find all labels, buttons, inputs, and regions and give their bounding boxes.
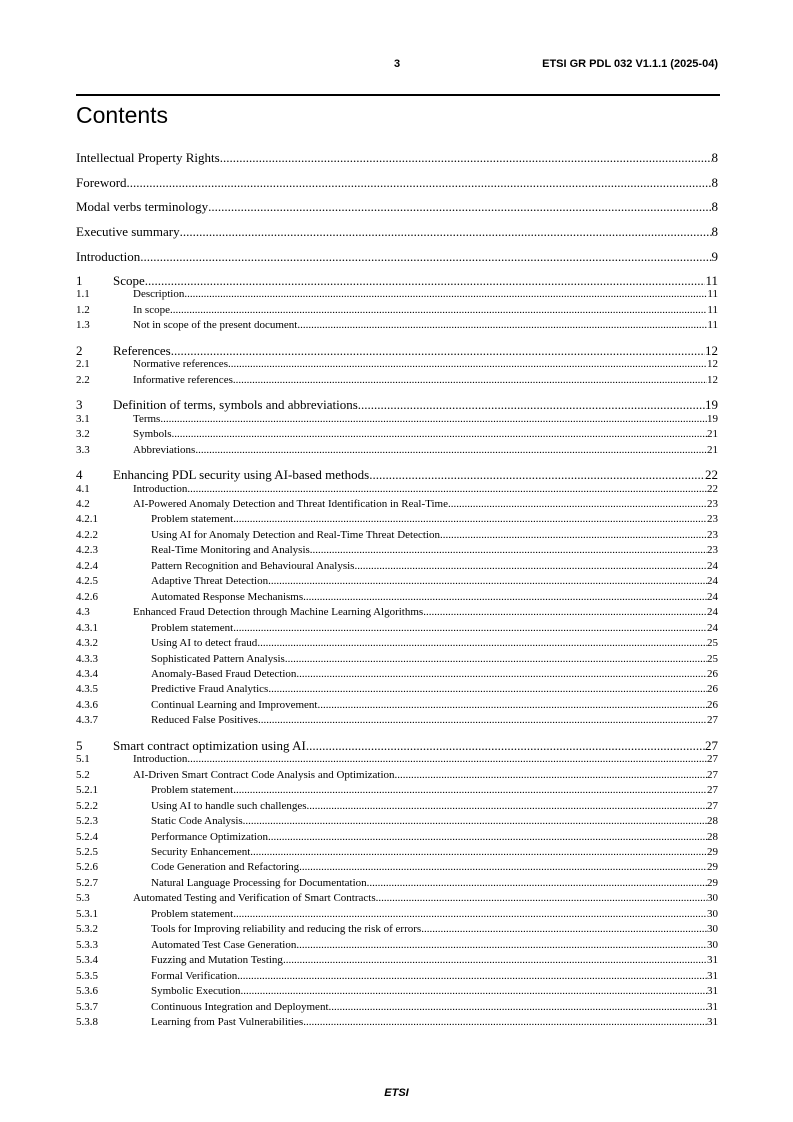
toc-label: Formal Verification [151,969,238,982]
toc-leader-dots [358,397,705,412]
toc-number: 5.2.4 [76,830,98,843]
toc-label: Executive summary [76,224,180,240]
toc-entry[interactable] [76,784,718,797]
toc-number: 1 [76,273,83,288]
toc-entry[interactable] [76,939,718,952]
toc-page-number: 24 [707,590,718,603]
toc-label: In scope [133,303,170,316]
toc-page-number: 21 [707,428,718,441]
toc-label: Fuzzing and Mutation Testing [151,954,283,967]
toc-leader-dots [258,714,707,727]
toc-leader-dots [233,908,707,921]
page-title: Contents [76,102,169,128]
toc-number: 4.2.1 [76,513,98,526]
toc-entry[interactable] [76,343,718,358]
toc-entry[interactable] [76,970,718,983]
toc-entry[interactable] [76,413,718,426]
toc-number: 3.1 [76,412,90,425]
toc-label: Anomaly-Based Fraud Detection [151,668,297,680]
toc-number: 4.2.2 [76,528,98,541]
toc-number: 1.1 [76,288,90,301]
toc-page-number: 28 [707,815,718,828]
toc-leader-dots [296,939,707,952]
toc-page-number: 27 [707,768,718,781]
toc-leader-dots [423,606,707,619]
toc-label: Informative references [133,373,233,386]
toc-entry[interactable] [76,683,718,696]
toc-page-number: 24 [707,559,718,572]
toc-label: Introduction [76,248,141,264]
toc-label: Continual Learning and Improvement [151,698,318,711]
toc-label: Automated Response Mechanisms [151,590,304,603]
toc-number: 5.2.5 [76,846,98,858]
toc-entry[interactable] [76,892,718,905]
toc-leader-dots [421,923,707,936]
toc-entry[interactable] [76,1001,718,1014]
toc-leader-dots [310,544,707,557]
toc-entry[interactable] [76,560,718,573]
toc-page-number: 24 [707,621,718,634]
toc-entry[interactable] [76,861,718,874]
toc-entry[interactable] [76,923,718,936]
toc-entry[interactable] [76,1016,718,1029]
toc-page-number: 31 [707,954,718,967]
toc-label: References [113,342,171,358]
toc-page-number: 19 [705,397,718,413]
toc-leader-dots [243,815,707,828]
toc-page-number: 26 [707,698,718,711]
toc-page-number: 19 [707,412,718,425]
toc-label: Problem statement [151,621,234,634]
toc-label: Continuous Integration and Deployment [151,1000,329,1013]
toc-label: Symbols [133,428,172,441]
toc-entry[interactable] [76,846,718,859]
toc-label: Not in scope of the present document [133,319,298,332]
toc-label: Introduction [133,753,188,766]
toc-leader-dots [237,970,707,983]
toc-entry[interactable] [76,397,718,412]
toc-leader-dots [127,175,712,190]
toc-entry[interactable] [76,622,718,635]
toc-label: Modal verbs terminology [76,199,209,215]
toc-number: 5.2 [76,768,90,781]
toc-page-number: 27 [707,753,718,766]
toc-number: 4.2.4 [76,559,98,572]
toc-label: Definition of terms, symbols and abbreviations [113,397,358,413]
toc-entry[interactable] [76,249,718,264]
toc-label: Description [133,288,185,301]
toc-page-number: 29 [707,876,718,889]
toc-label: Natural Language Processing for Documentation [151,876,367,889]
toc-label: Abbreviations [133,443,196,456]
toc-entry[interactable] [76,653,718,666]
toc-page-number: 28 [707,830,718,843]
toc-entry[interactable] [76,288,718,301]
toc-number: 5.3.6 [76,985,98,997]
toc-label: Enhanced Fraud Detection through Machine Learning Algorithms [133,606,424,619]
toc-leader-dots [220,150,712,165]
toc-entry[interactable] [76,428,718,441]
toc-page-number: 24 [707,575,718,588]
toc-number: 5.2.2 [76,799,98,812]
toc-leader-dots [145,273,706,288]
toc-leader-dots [369,467,705,482]
toc-page-number: 29 [707,846,718,858]
toc-label: Sophisticated Pattern Analysis [151,652,285,665]
toc-number: 4.3.5 [76,683,98,696]
toc-entry[interactable] [76,513,718,526]
toc-leader-dots [233,374,707,387]
toc-page-number: 25 [707,652,718,665]
toc-entry[interactable] [76,800,718,813]
toc-entry[interactable] [76,637,718,650]
toc-page-number: 26 [707,683,718,696]
toc-leader-dots [171,343,705,358]
toc-page-number: 30 [707,923,718,936]
toc-page-number: 12 [707,358,718,371]
toc-entry[interactable] [76,374,718,387]
toc-number: 5.3.3 [76,938,98,951]
toc-page-number: 21 [707,443,718,456]
toc-page-number: 27 [707,714,718,727]
toc-entry[interactable] [76,738,718,753]
toc-leader-dots [233,784,707,797]
toc-number: 4.2.5 [76,575,98,588]
toc-leader-dots [140,249,711,264]
toc-number: 4.1 [76,482,90,495]
toc-label: Real-Time Monitoring and Analysis [151,544,310,557]
toc-entry[interactable] [76,199,718,214]
toc-entry[interactable] [76,498,718,511]
toc-number: 1.3 [76,319,90,332]
toc-label: Using AI to detect fraud [151,637,258,650]
toc-entry[interactable] [76,699,718,712]
toc-label: Automated Testing and Verification of Smart Contracts [133,892,376,905]
toc-entry[interactable] [76,877,718,890]
toc-page-number: 23 [707,544,718,557]
toc-label: Pattern Recognition and Behavioural Analysis [151,559,355,572]
toc-leader-dots [283,954,707,967]
toc-entry[interactable] [76,769,718,782]
toc-page-number: 30 [707,892,718,905]
header-rule [76,94,720,96]
toc-leader-dots [268,683,707,696]
toc-number: 4.2 [76,498,90,510]
toc-number: 5.3.4 [76,954,98,967]
footer-etsi: ETSI [384,1087,409,1099]
toc-label: Intellectual Property Rights [76,150,220,165]
toc-leader-dots [307,800,708,813]
toc-page-number: 27 [707,799,718,812]
toc-entry[interactable] [76,591,718,604]
toc-number: 4 [76,467,83,483]
toc-page-number: 23 [707,528,718,541]
toc-entry[interactable] [76,175,718,190]
toc-entry[interactable] [76,544,718,557]
toc-number: 4.3.7 [76,714,98,727]
toc-leader-dots [440,529,707,542]
toc-number: 5.3.8 [76,1015,98,1028]
toc-label: Reduced False Positives [151,714,258,727]
toc-leader-dots [367,877,707,890]
toc-leader-dots [250,846,707,859]
toc-number: 2.2 [76,373,90,386]
toc-page-number: 12 [707,373,718,386]
toc-leader-dots [208,199,711,214]
toc-leader-dots [354,560,707,573]
toc-number: 4.2.3 [76,544,98,557]
toc-page-number: 11 [707,303,718,316]
toc-leader-dots [257,637,707,650]
toc-leader-dots [268,831,707,844]
toc-entry[interactable] [76,714,718,727]
toc-page-number: 8 [711,199,718,215]
toc-leader-dots [297,319,707,332]
toc-page-number: 8 [711,224,718,240]
toc-number: 5.3 [76,892,90,905]
toc-number: 5.2.6 [76,861,98,874]
toc-leader-dots [299,861,707,874]
toc-leader-dots [184,288,707,301]
page-header [76,58,718,72]
toc-leader-dots [187,483,707,496]
toc-label: Normative references [133,358,228,371]
toc-label: Using AI to handle such challenges [151,799,307,812]
toc-page-number: 23 [707,498,718,510]
toc-label: Learning from Past Vulnerabilities [151,1015,304,1028]
toc-page-number: 31 [707,985,718,997]
toc-page-number: 12 [705,342,718,358]
toc-leader-dots [187,753,707,766]
toc-number: 4.3.3 [76,652,98,665]
toc-entry[interactable] [76,150,718,165]
toc-leader-dots [448,498,707,511]
toc-label: Static Code Analysis [151,815,243,828]
toc-leader-dots [376,892,707,905]
toc-page-number: 22 [707,482,718,495]
toc-number: 5.2.7 [76,876,98,889]
toc-leader-dots [195,444,707,457]
toc-entry[interactable] [76,358,718,371]
toc-page-number: 9 [711,248,718,264]
toc-leader-dots [228,358,707,371]
toc-entry[interactable] [76,273,718,288]
toc-leader-dots [317,699,707,712]
toc-label: Predictive Fraud Analytics [151,683,269,696]
toc-leader-dots [160,413,707,426]
toc-number: 1.2 [76,303,90,316]
toc-page-number: 31 [707,1000,718,1013]
toc-number: 4.3 [76,606,90,619]
toc-entry[interactable] [76,575,718,588]
toc-leader-dots [170,304,707,317]
toc-label: Using AI for Anomaly Detection and Real-Time Threat Detection [151,528,440,541]
toc-page-number: 8 [711,150,718,165]
toc-label: Code Generation and Refactoring [151,861,300,874]
toc-label: Security Enhancement [151,846,251,858]
toc-entry[interactable] [76,815,718,828]
toc-entry[interactable] [76,908,718,921]
toc-leader-dots [172,428,707,441]
toc-page-number: 30 [707,938,718,951]
toc-number: 4.3.1 [76,621,98,634]
toc-entry[interactable] [76,444,718,457]
toc-number: 2 [76,342,83,358]
toc-page-number: 30 [707,907,718,920]
document-id: ETSI GR PDL 032 V1.1.1 (2025-04) [542,58,718,70]
page-number: 3 [393,58,401,70]
toc-number: 3.2 [76,428,90,441]
toc-label: Scope [113,273,145,288]
toc-label: Introduction [133,482,188,495]
toc-leader-dots [303,1016,707,1029]
toc-label: Tools for Improving reliability and reducing the risk of errors [151,923,422,936]
toc-entry[interactable] [76,483,718,496]
toc-number: 4.3.6 [76,698,98,711]
toc-number: 5.2.3 [76,815,98,828]
toc-entry[interactable] [76,224,718,239]
toc-label: Problem statement [151,513,234,526]
toc-leader-dots [306,738,705,753]
toc-page-number: 11 [705,273,718,288]
toc-leader-dots [241,985,707,998]
toc-number: 4.2.6 [76,590,98,603]
toc-entry[interactable] [76,319,718,332]
toc-number: 5.3.1 [76,907,98,920]
toc-entry[interactable] [76,753,718,766]
toc-label: Performance Optimization [151,830,268,843]
toc-label: AI-Powered Anomaly Detection and Threat Identification in Real-Time [133,498,448,510]
toc-entry[interactable] [76,467,718,482]
toc-page-number: 25 [707,637,718,650]
toc-leader-dots [233,513,707,526]
toc-page-number: 22 [705,467,718,483]
toc-page-number: 11 [707,288,718,301]
toc-page-number: 31 [707,969,718,982]
toc-entry[interactable] [76,668,718,681]
toc-page-number: 29 [707,861,718,874]
toc-label: AI-Driven Smart Contract Code Analysis and Optimization [133,768,395,781]
toc-page-number: 23 [707,513,718,526]
toc-label: Problem statement [151,784,234,797]
toc-number: 5 [76,737,83,753]
toc-page-number: 11 [707,319,718,332]
toc-number: 4.3.2 [76,637,98,650]
toc-page-number: 8 [711,174,718,190]
toc-entry[interactable] [76,304,718,317]
toc-leader-dots [285,653,707,666]
toc-label: Terms [133,412,161,425]
toc-number: 5.1 [76,753,90,766]
toc-entry[interactable] [76,529,718,542]
toc-number: 5.3.5 [76,969,98,982]
toc-leader-dots [180,224,712,239]
toc-page-number: 27 [707,784,718,797]
toc-leader-dots [329,1001,708,1014]
toc-label: Smart contract optimization using AI [113,737,306,753]
toc-number: 3.3 [76,443,90,456]
toc-number: 3 [76,397,83,413]
toc-leader-dots [395,769,707,782]
toc-leader-dots [296,668,707,681]
toc-page-number: 31 [707,1015,718,1028]
toc-leader-dots [268,575,707,588]
toc-number: 5.2.1 [76,784,98,797]
toc-leader-dots [233,622,707,635]
toc-number: 5.3.7 [76,1000,98,1013]
toc-page-number: 24 [707,606,718,619]
toc-number: 2.1 [76,358,90,371]
toc-label: Foreword [76,174,127,190]
toc-number: 5.3.2 [76,923,98,936]
toc-label: Adaptive Threat Detection [151,575,269,588]
toc-label: Automated Test Case Generation [151,938,297,951]
toc-label: Problem statement [151,907,234,920]
toc-entry[interactable] [76,954,718,967]
toc-leader-dots [303,591,707,604]
toc-number: 4.3.4 [76,668,98,680]
toc-page-number: 27 [705,737,718,753]
toc-label: Enhancing PDL security using AI-based methods [113,467,370,483]
toc-label: Symbolic Execution [151,985,241,997]
toc-entry[interactable] [76,985,718,998]
toc-entry[interactable] [76,606,718,619]
toc-page-number: 26 [707,668,718,680]
toc-entry[interactable] [76,831,718,844]
